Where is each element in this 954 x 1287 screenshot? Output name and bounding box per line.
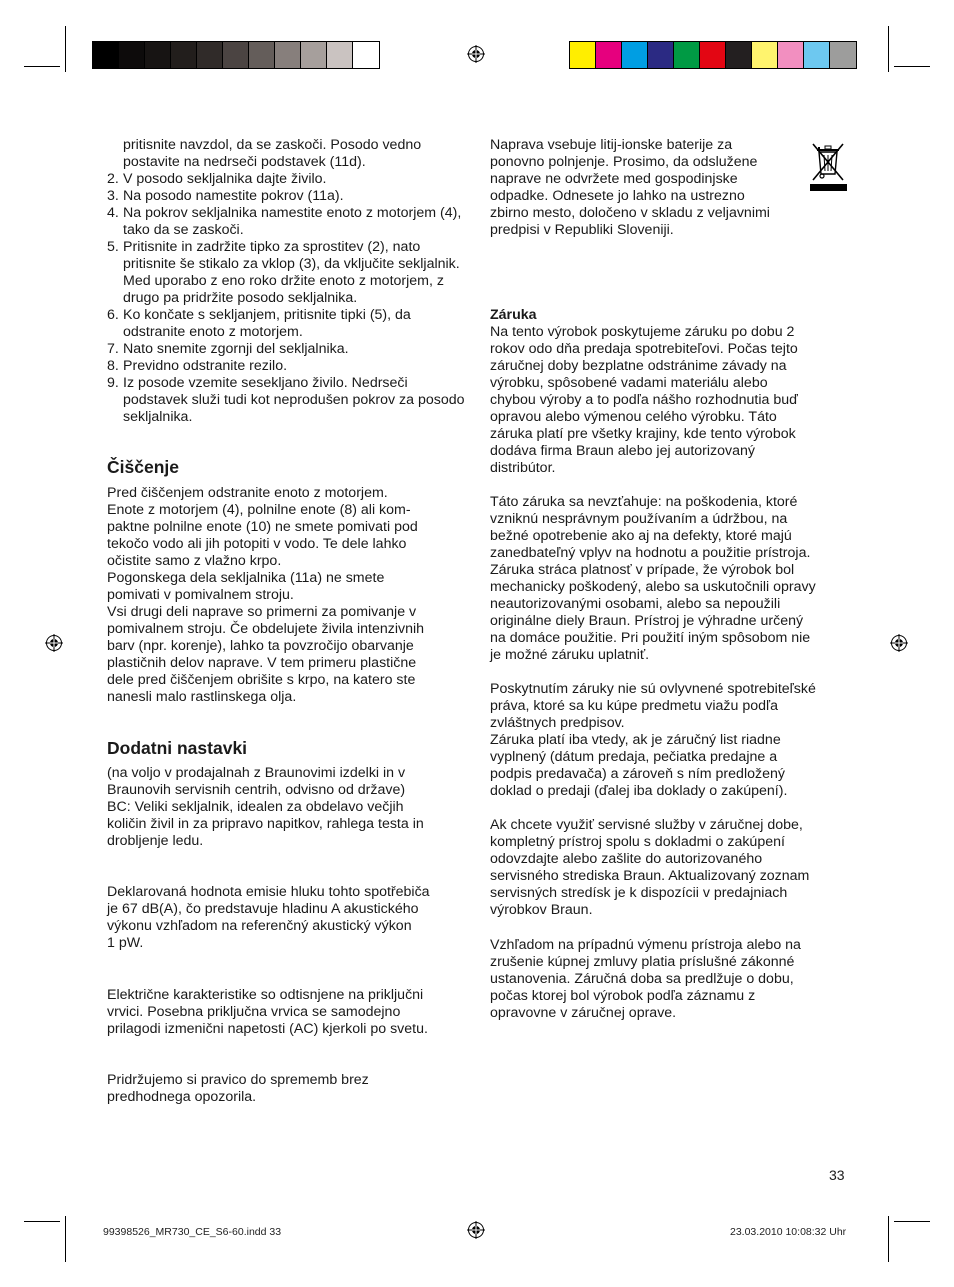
text-line: je 67 dB(A), čo predstavuje hladinu A akustického: [107, 901, 419, 917]
left-column: [107, 137, 467, 426]
color-swatch: [804, 42, 830, 68]
service-paragraph: [490, 817, 860, 919]
text-line: výrobkov Braun.: [490, 902, 593, 918]
step-1-continuation: pritisnite navzdol, da se zaskoči. Posodo vedno postavite na nedrseči podstavek (11d).: [123, 137, 422, 170]
text-line: na domáce použitie. Pri použití iným spôsobom nie: [490, 630, 811, 646]
text-line: podpis predavača) a zároveň s ním predložený: [490, 766, 785, 782]
text-line: Záruka platí iba vtedy, ak je záručný list riadne: [490, 732, 781, 748]
text-line: drobljenje ledu.: [107, 833, 204, 849]
color-swatch: [674, 42, 700, 68]
color-swatch: [249, 42, 275, 68]
rights-reserved-text: [107, 1072, 467, 1106]
crop-mark: [24, 1221, 60, 1222]
color-swatch: [197, 42, 223, 68]
registration-mark-icon: [45, 634, 63, 652]
text-line: zbirno mesto, določeno v skladu z veljavnimi: [490, 205, 770, 221]
text-line: Pogonskega dela sekljalnika (11a) ne smete: [107, 570, 385, 586]
registration-mark-icon: [467, 1221, 485, 1239]
instruction-step: 6. Ko končate s sekljanjem, pritisnite tipki (5), da odstranite enoto z motorjem.: [107, 307, 411, 340]
text-line: zvláštnych predpisov.: [490, 715, 625, 731]
text-line: vyplnený (dátum predaja, pečiatka predajne a: [490, 749, 778, 765]
color-swatch: [145, 42, 171, 68]
text-line: prilagodi izmenični napetosti (AC) kjerkoli po svetu.: [107, 1021, 428, 1037]
color-swatch: [752, 42, 778, 68]
text-line: BC: Veliki sekljalnik, idealen za obdelavo večjih: [107, 799, 404, 815]
text-line: vrvici. Posebna priključna vrvica se samodejno: [107, 1004, 401, 1020]
crop-mark: [65, 1216, 66, 1262]
text-line: dodáva firma Braun alebo jej autorizovaný: [490, 443, 755, 459]
text-line: výkonu vzhľadom na referenčný akustický výkon: [107, 918, 412, 934]
color-swatch: [93, 42, 119, 68]
color-swatch: [119, 42, 145, 68]
instruction-step: 2. V posodo sekljalnika dajte živilo.: [107, 171, 327, 187]
instruction-step: 4. Na pokrov sekljalnika namestite enoto z motorjem (4), tako da se zaskoči.: [107, 205, 462, 238]
color-swatch: [570, 42, 596, 68]
warranty-exclusions-paragraph: [490, 494, 860, 664]
text-line: predhodnega opozorila.: [107, 1089, 257, 1105]
text-line: práva, ktoré sa ku kúpe predmetu viažu podľa: [490, 698, 779, 714]
color-swatch: [596, 42, 622, 68]
text-line: plastičnih delov naprave. V tem primeru plastične: [107, 655, 417, 671]
text-line: Braunovih servisnih centrih, odvisno od države): [107, 782, 406, 798]
crop-mark: [894, 66, 930, 67]
noise-emission-text: [107, 884, 467, 952]
text-line: tekočo vodo ali jih potopiti v vodo. Te dele lahko: [107, 536, 407, 552]
text-line: pomivati v pomivalnem stroju.: [107, 587, 294, 603]
color-swatch: [622, 42, 648, 68]
footer-timestamp: 23.03.2010 10:08:32 Uhr: [730, 1226, 847, 1238]
text-line: originálne diely Braun. Prístroj je výhradne určený: [490, 613, 804, 629]
text-line: chybou výroby a to podľa nášho rozhodnutia buď: [490, 392, 798, 408]
text-line: Naprava vsebuje litij-ionske baterije za: [490, 137, 733, 153]
text-line: predpisi v Republiki Sloveniji.: [490, 222, 674, 238]
accessories-heading: Dodatni nastavki: [107, 738, 248, 758]
cleaning-heading: Čiščenje: [107, 457, 179, 477]
text-line: Ak chcete využiť servisné služby v záručnej dobe,: [490, 817, 803, 833]
crop-mark: [894, 1221, 930, 1222]
text-line: nanesli malo rastlinskega olja.: [107, 689, 297, 705]
text-line: opravovne v záručnej oprave.: [490, 1005, 677, 1021]
footer-file-info: 99398526_MR730_CE_S6-60.indd 33: [103, 1226, 282, 1238]
text-line: Pridržujemo si pravico do sprememb brez: [107, 1072, 369, 1088]
text-line: dele pred čiščenjem obrišite s krpo, na katero ste: [107, 672, 416, 688]
warranty-paragraph: [490, 324, 860, 477]
text-line: mechanicky poškodený, alebo sa uskutočnili opravy: [490, 579, 816, 595]
text-line: Táto záruka sa nevzťahuje: na poškodenia, ktoré: [490, 494, 798, 510]
text-line: kompletný prístroj spolu s dokladmi o zakúpení: [490, 834, 785, 850]
color-swatch: [700, 42, 726, 68]
color-swatch: [353, 42, 379, 68]
color-swatch: [275, 42, 301, 68]
grayscale-color-bar: [92, 41, 380, 69]
text-line: je možné záruku uplatniť.: [490, 647, 650, 663]
text-line: ustanovenia. Záručná doba sa predlžuje o dobu,: [490, 971, 794, 987]
text-line: rokov odo dňa predaja spotrebiteľovi. Počas tejto: [490, 341, 798, 357]
cleaning-text: [107, 485, 467, 706]
consumer-rights-paragraph: [490, 681, 860, 800]
text-line: barv (npr. korenje), lahko ta povzročijo obarvanje: [107, 638, 414, 654]
text-line: Deklarovaná hodnota emisie hluku tohto spotřebiča: [107, 884, 430, 900]
instruction-step: 7. Nato snemite zgornji del sekljalnika.: [107, 341, 349, 357]
color-swatch: [648, 42, 674, 68]
text-line: počas ktorej bol výrobok podľa záznamu z: [490, 988, 756, 1004]
color-swatch: [171, 42, 197, 68]
text-line: količin živil in za pripravo napitkov, rahlega testa in: [107, 816, 424, 832]
registration-mark-icon: [890, 634, 908, 652]
text-line: vzniknú nesprávnym používaním a údržbou, na: [490, 511, 788, 527]
text-line: doklad o predaji (ďalej iba doklady o zakúpení).: [490, 783, 788, 799]
text-line: Električne karakteristike so odtisnjene na priključni: [107, 987, 424, 1003]
instruction-step: 5. Pritisnite in zadržite tipko za sprostitev (2), nato pritisnite še stikalo za vklop (3), da vključite sekljalnik. Med uporabo z eno roko držite enoto z motorjem, z drugo pa pridržite posodo sekljalnika.: [107, 239, 460, 306]
instruction-step: 8. Previdno odstranite rezilo.: [107, 358, 288, 374]
text-line: (na voljo v prodajalnah z Braunovimi izdelki in v: [107, 765, 406, 781]
text-line: zrušenie kúpnej zmluvy platia príslušné zákonné: [490, 954, 795, 970]
color-swatch: [301, 42, 327, 68]
text-line: servisného strediska Braun. Aktualizovaný zoznam: [490, 868, 810, 884]
text-line: Enote z motorjem (4), polnilne enote (8) ali kom-: [107, 502, 411, 518]
text-line: odovzdajte alebo zašlite do autorizovaného: [490, 851, 763, 867]
text-line: bežné opotrebenie ako aj na defekty, ktoré majú: [490, 528, 792, 544]
crop-mark: [888, 26, 889, 72]
text-line: Na tento výrobok poskytujeme záruku po dobu 2: [490, 324, 795, 340]
text-line: Záruka stráca platnosť v prípade, že výrobok bol: [490, 562, 795, 578]
crop-mark: [888, 1216, 889, 1262]
text-line: naprave ne odvržete med gospodinjske: [490, 171, 738, 187]
instruction-steps: [107, 171, 467, 426]
text-line: Vzhľadom na prípadnú výmenu prístroja alebo na: [490, 937, 801, 953]
text-line: 1 pW.: [107, 935, 144, 951]
text-line: záručnej doby bezplatne odstránime závady na: [490, 358, 787, 374]
replacement-paragraph: [490, 937, 860, 1022]
text-line: záruka platí pre všetky krajiny, kde tento výrobok: [490, 426, 796, 442]
color-swatch: [830, 42, 856, 68]
text-line: paktne polnilne enote (10) ne smete pomivati pod: [107, 519, 418, 535]
crossed-out-wheelie-bin-icon: [810, 139, 848, 193]
text-line: servisných stredísk je k dispozícii v predajniach: [490, 885, 788, 901]
text-line: odpadke. Odnesete jo lahko na ustrezno: [490, 188, 745, 204]
registration-mark-icon: [467, 45, 485, 63]
text-line: opravou alebo výmenou celého výrobku. Táto: [490, 409, 777, 425]
text-line: distribútor.: [490, 460, 556, 476]
text-line: Vsi drugi deli naprave so primerni za pomivanje v: [107, 604, 417, 620]
accessories-text: [107, 765, 467, 850]
instruction-step: 9. Iz posode vzemite sesekljano živilo. Nedrseči podstavek služi tudi kot neprodušen pokrov za posodo sekljalnika.: [107, 375, 465, 425]
text-line: očistite samo z vlažno krpo.: [107, 553, 282, 569]
page-number: 33: [829, 1167, 845, 1183]
battery-disposal-text: [490, 137, 810, 239]
color-swatch: [223, 42, 249, 68]
text-line: výrobku, spôsobené vadami materiálu alebo: [490, 375, 768, 391]
text-line: zanedbateľný vplyv na hodnotu a použitie prístroja.: [490, 545, 811, 561]
warranty-heading: Záruka: [490, 307, 537, 323]
text-line: neautorizovanými osobami, alebo sa nepoužili: [490, 596, 781, 612]
text-line: ponovno polnjenje. Prosimo, da odslužene: [490, 154, 758, 170]
crop-mark: [65, 26, 66, 72]
instruction-step: 3. Na posodo namestite pokrov (11a).: [107, 188, 344, 204]
crop-mark: [24, 66, 60, 67]
process-color-bar: [569, 41, 857, 69]
color-swatch: [726, 42, 752, 68]
color-swatch: [327, 42, 353, 68]
color-swatch: [778, 42, 804, 68]
text-line: pomivalnem stroju. Če obdelujete živila intenzivnih: [107, 621, 425, 637]
text-line: Pred čiščenjem odstranite enoto z motorjem.: [107, 485, 388, 501]
text-line: Poskytnutím záruky nie sú ovlyvnené spotrebiteľské: [490, 681, 816, 697]
electrical-characteristics-text: [107, 987, 467, 1038]
